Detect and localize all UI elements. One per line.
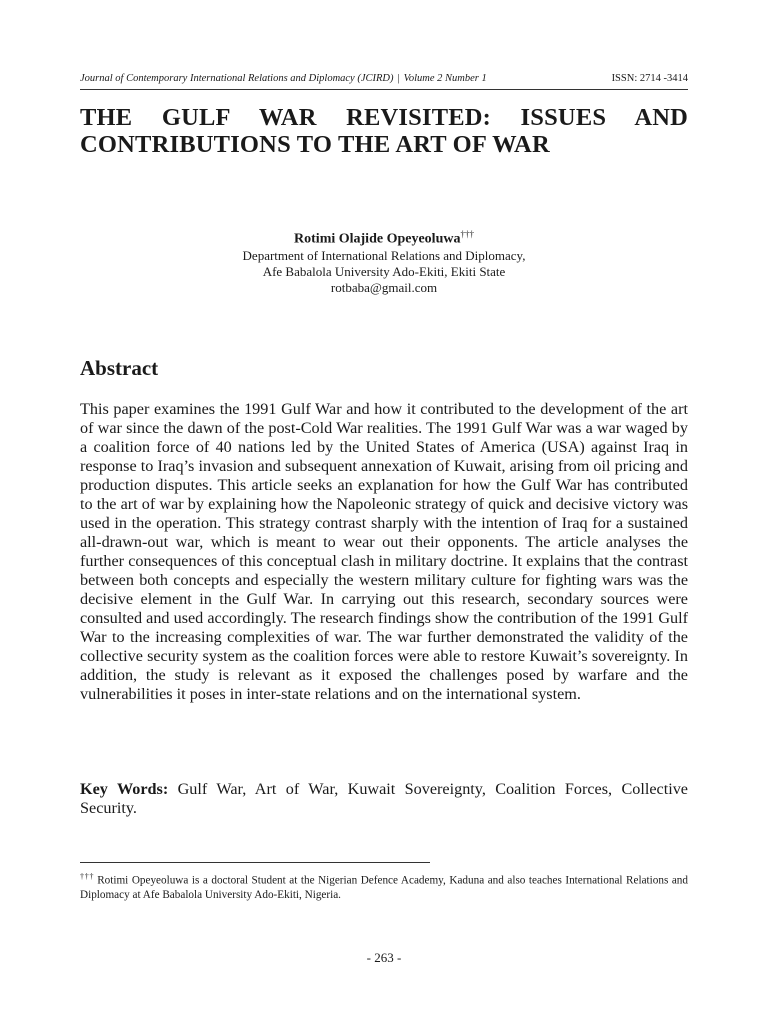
keywords-label: Key Words:	[80, 780, 169, 798]
author-name-line	[80, 226, 688, 248]
abstract-body: This paper examines the 1991 Gulf War and how it contributed to the development of the art of war since the dawn of the post-Cold War realities. The 1991 Gulf War was a war waged by a coalition force of 40 nations led by the United States of America (USA) against Iraq in response to Iraq’s invasion and subsequent annexation of Kuwait, arising from oil pricing and production disputes. This article seeks an explanation for how the Gulf War has contributed to the art of war by explaining how the Napoleonic strategy of quick and decisive victory was used in the operation. This strategy contrast sharply with the intention of Iraq for a sustained all-drawn-out war, which is meant to wear out their opponents. The article analyses the further consequences of this conceptual clash in military doctrine. It explains that the contrast between both concepts and especially the western military culture for fighting wars was the decisive element in the Gulf War. In carrying out this research, secondary sources were consulted and used accordingly. The research findings show the contribution of the 1991 Gulf War to the increasing complexities of war. The war further demonstrated the validity of the collective security system as the coalition forces were able to restore Kuwait’s sovereignty. In addition, the study is relevant as it exposed the challenges posed by warfare and the vulnerabilities it poses in inter-state relations and on the international system.	[80, 400, 688, 703]
footnote-mark: †††	[80, 872, 95, 881]
page-number: - 263 -	[366, 950, 402, 965]
footnote-divider	[80, 862, 430, 863]
abstract-heading: Abstract	[80, 356, 159, 380]
author-footnote-mark[interactable]: †††	[460, 229, 474, 239]
author-name: Rotimi Olajide Opeyeoluwa	[294, 231, 461, 247]
keywords-text: Gulf War, Art of War, Kuwait Sovereignty, Coalition Forces, Collective Security.	[80, 780, 688, 817]
footnote	[80, 870, 688, 902]
header-separator: |	[397, 73, 400, 84]
author-block	[80, 226, 688, 296]
paper-title: THE GULF WAR REVISITED: ISSUES AND CONTRIBUTIONS TO THE ART OF WAR	[80, 104, 688, 158]
journal-volume: Volume 2 Number 1	[403, 73, 487, 84]
footnote-text: Rotimi Opeyeoluwa is a doctoral Student at the Nigerian Defence Academy, Kaduna and also teaches International Relations and Diplomacy at Afe Babalola University Ado-Ekiti, Nigeria.	[80, 874, 688, 901]
running-header	[80, 72, 688, 90]
author-department: Department of International Relations and Diplomacy,	[242, 247, 526, 263]
journal-issn: ISSN: 2714 -3414	[611, 73, 688, 84]
journal-info	[80, 73, 487, 84]
keywords-paragraph	[80, 780, 688, 818]
author-email[interactable]: rotbaba@gmail.com	[330, 279, 438, 295]
author-university: Afe Babalola University Ado-Ekiti, Ekiti State	[262, 263, 506, 279]
journal-name: Journal of Contemporary International Relations and Diplomacy (JCIRD)	[80, 73, 394, 84]
